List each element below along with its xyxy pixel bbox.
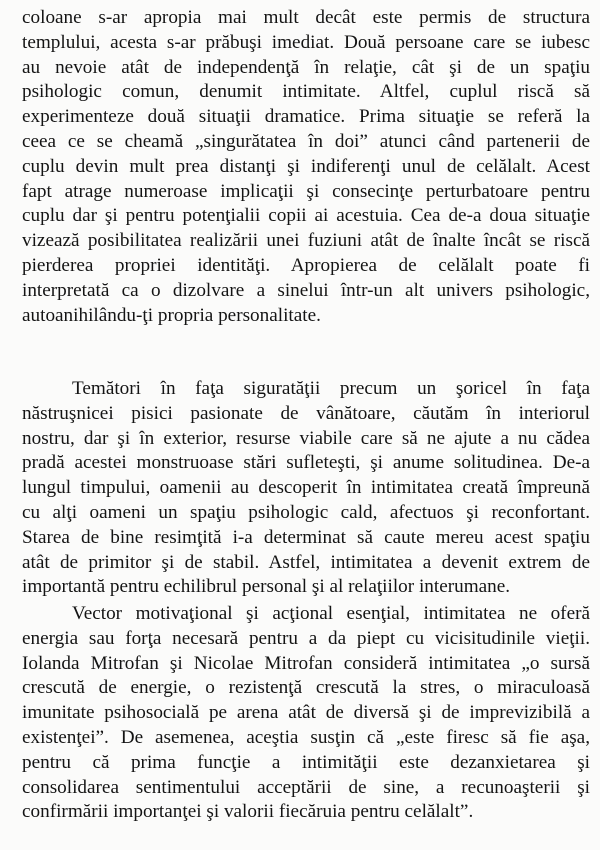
text-line: năstruşnicei pisici pasionate de vânătoare, căutăm în interiorul xyxy=(22,402,590,424)
text-line: cuplu devin mult prea distanţi şi indiferenţi unul de celălalt. Acest xyxy=(22,155,590,177)
text-line: vizează posibilitatea realizării unei fuziuni atât de înalte încât se riscă xyxy=(22,230,590,252)
text-line: cuplu dar şi pentru potenţialii copii ai acestuia. Cea de-a doua situaţie xyxy=(22,205,590,227)
text-line: cu alţi oameni un spaţiu psihologic cald, afectuos şi reconfortant. xyxy=(22,501,590,523)
text-line: lungul timpului, oamenii au descoperit în intimitatea creată împreună xyxy=(22,477,590,499)
text-line: psihologic comun, denumit intimitate. Altfel, cuplul riscă să xyxy=(22,81,590,103)
text-line: crescută de energie, o rezistenţă crescută la stres, o miraculoasă xyxy=(22,677,590,699)
text-line: fapt atrage numeroase implicaţii şi consecinţe perturbatoare pentru xyxy=(22,180,590,202)
text-line: Vector motivaţional şi acţional esenţial, intimitatea ne oferă xyxy=(72,603,590,624)
text-line: confirmării importanţei şi valorii fiecăruia pentru celălalt”. xyxy=(22,801,474,823)
paragraph-2 xyxy=(22,377,590,600)
text-line: ceea ce se cheamă „singurătatea în doi” atunci când partenerii de xyxy=(22,130,590,152)
text-line: Iolanda Mitrofan şi Nicolae Mitrofan consideră intimitatea „o sursă xyxy=(22,652,590,674)
text-line: pierderea propriei identităţi. Apropierea de celălalt poate fi xyxy=(22,254,590,276)
text-line: interpretată ca o dizolvare a sinelui într-un alt univers psihologic, xyxy=(22,279,590,301)
paragraph-1 xyxy=(22,6,590,328)
text-line: nostru, dar şi în exterior, resurse viabile care să ne ajute a nu cădea xyxy=(22,427,590,449)
text-line: imunitate psihosocială pe arena atât de diversă şi de imprevizibilă a xyxy=(22,702,590,724)
text-line: pentru că prima funcţie a intimităţii este dezanxietarea şi xyxy=(22,751,590,773)
text-line: consolidarea sentimentului acceptării de sine, a recunoaşterii şi xyxy=(22,776,590,798)
text-line: experimenteze două situaţii dramatice. Prima situaţie se referă la xyxy=(22,106,590,128)
text-line: energia sau forţa necesară pentru a da piept cu vicisitudinile vieţii. xyxy=(22,627,590,649)
text-line: templului, acesta s-ar prăbuşi imediat. Două persoane care se iubesc xyxy=(22,31,590,53)
text-line: Starea de bine resimţită i-a determinat să caute mereu acest spaţiu xyxy=(22,526,590,548)
text-line: au nevoie atât de independenţă în relaţie, cât şi de un spaţiu xyxy=(22,56,590,78)
paragraph-3 xyxy=(22,602,590,825)
text-line: importantă pentru echilibrul personal şi al relaţiilor interumane. xyxy=(22,576,511,598)
text-line: coloane s-ar apropia mai mult decât este permis de structura xyxy=(22,7,590,28)
text-line: existenţei”. De asemenea, aceştia susţin că „este firesc să fie aşa, xyxy=(22,726,590,748)
text-line: Temători în faţa siguratăţii precum un şoricel în faţa xyxy=(72,378,590,399)
text-line: atât de primitor şi de stabil. Astfel, intimitatea a devenit extrem de xyxy=(22,551,590,573)
text-line: pradă acestei monstruoase stări sufleteşti, şi anume solitudinea. De-a xyxy=(22,452,590,474)
text-line: autoanihilându-ţi propria personalitate. xyxy=(22,304,321,326)
